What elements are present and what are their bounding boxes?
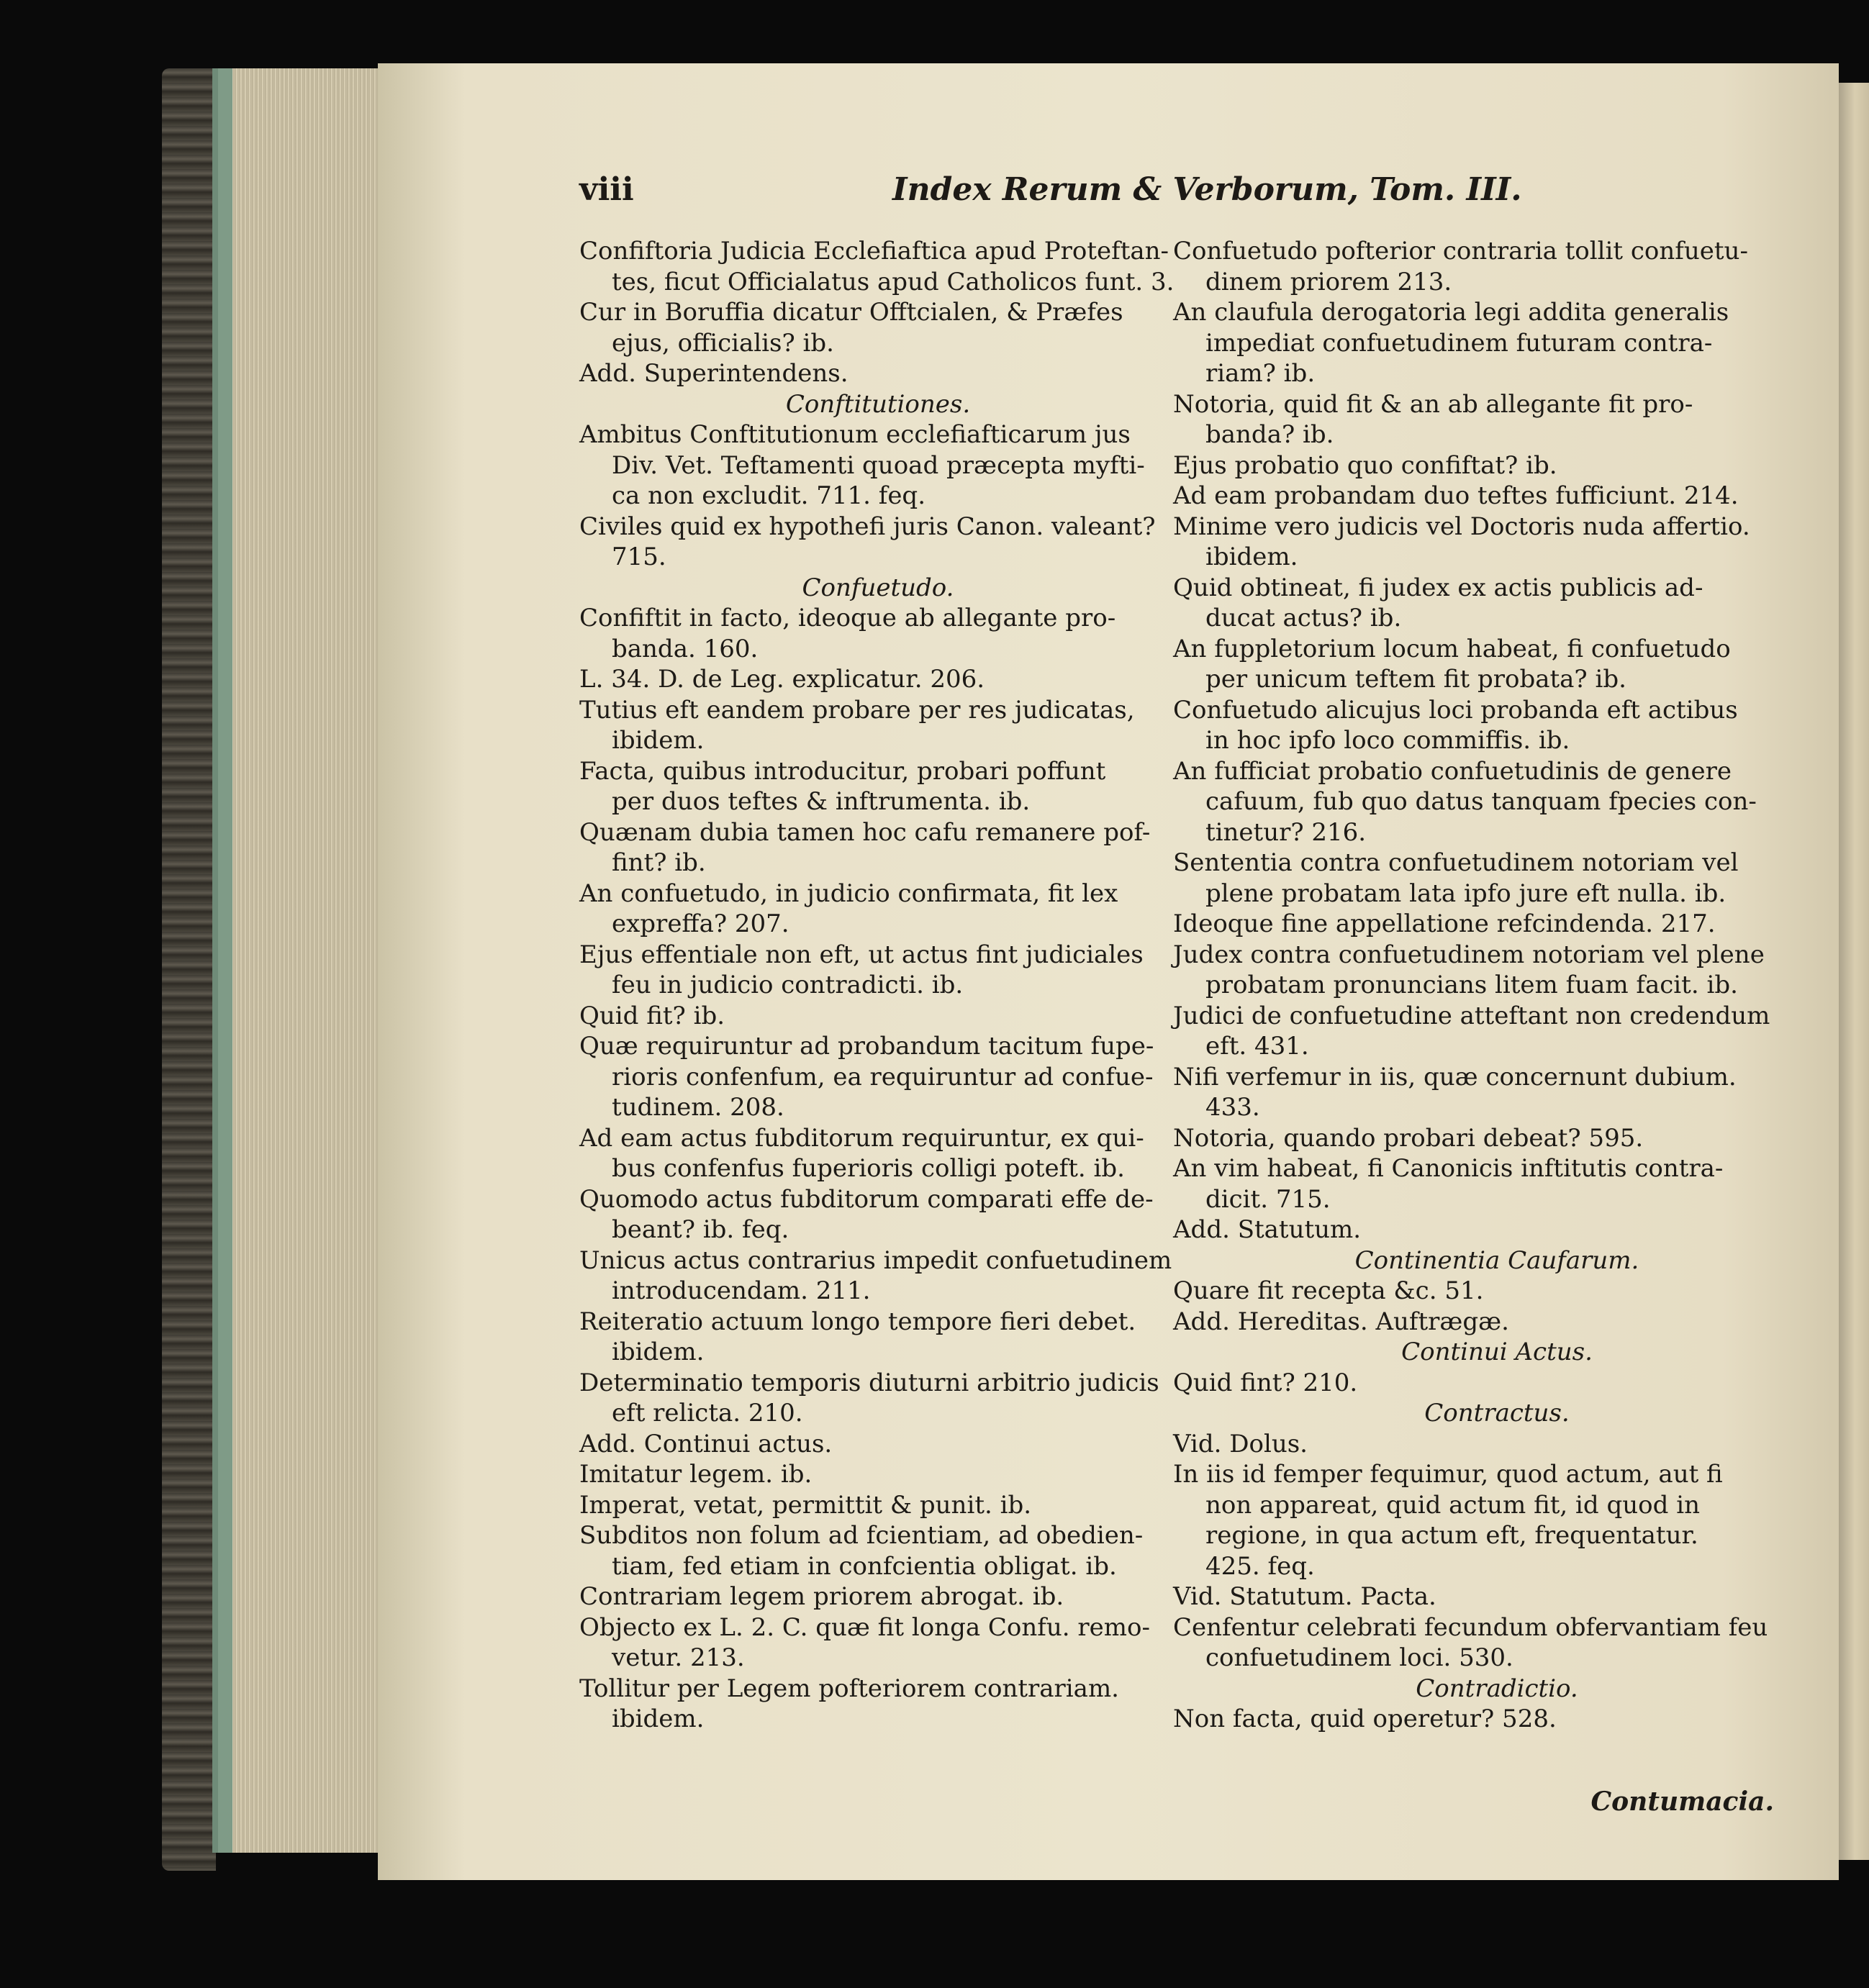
entry-line: Ambitus Conftitutionum ecclefiafticarum jus [579,420,1131,449]
entry-line: regione, in qua actum eft, frequentatur. [1205,1521,1698,1550]
index-entry [1173,909,1821,940]
entry-line: Cur in Boruffia dicatur Offtcialen, & Præfes [579,298,1123,327]
entry-line: Confuetudo alicujus loci probanda eft actibus [1173,695,1738,725]
index-entry [1173,756,1821,848]
entry-line: Vid. Dolus. [1173,1429,1308,1458]
index-entry [1173,1062,1821,1123]
index-entry [579,603,1177,664]
index-entry [579,1245,1177,1307]
entry-line: Confuetudo pofterior contraria tollit confuetu- [1173,237,1748,265]
entry-line: Add. Statutum. [1173,1215,1362,1244]
index-entry [1173,1459,1821,1581]
index-entry [579,1031,1177,1123]
index-heading: Conftitutiones. [785,389,971,419]
index-entry [579,1001,1177,1032]
index-entry [579,1123,1177,1184]
entry-line: Notoria, quando probari debeat? 595. [1173,1123,1644,1153]
entry-line: Notoria, quid fit & an ab allegante fit pro- [1173,389,1693,419]
entry-line: Confiftoria Judicia Ecclefiaftica apud Proteftan- [579,237,1169,265]
entry-line: Reiteratio actuum longo tempore fieri debet. [579,1307,1136,1336]
entry-line: Ad eam actus fubditorum requiruntur, ex qui- [579,1123,1144,1153]
entry-line: ejus, officialis? ib. [612,328,834,358]
entry-line: cafuum, fub quo datus tanquam fpecies con- [1205,787,1757,816]
entry-line: riam? ib. [1205,359,1316,388]
entry-line: In iis id femper fequimur, quod actum, aut fi [1173,1460,1723,1489]
index-entry [1173,848,1821,909]
entry-line: Nifi verfemur in iis, quæ concernunt dubium. [1173,1062,1737,1091]
entry-line: Quænam dubia tamen hoc cafu remanere pof- [579,817,1151,847]
left-column [579,236,1177,1735]
entry-line: Quomodo actus fubditorum comparati effe de- [579,1184,1154,1214]
index-entry [579,1490,1177,1521]
entry-line: An confuetudo, in judicio confirmata, fit lex [579,879,1118,908]
index-entry [579,1674,1177,1735]
entry-line: Ejus effentiale non eft, ut actus fint judiciales [579,940,1144,969]
entry-line: An fufficiat probatio confuetudinis de genere [1173,756,1732,786]
entry-line: Judici de confuetudine atteftant non credendum [1173,1001,1770,1030]
entry-line: Quid obtineat, fi judex ex actis publicis ad- [1173,573,1703,602]
index-heading: Continentia Caufarum. [1354,1245,1639,1275]
entry-line: tes, ficut Officialatus apud Catholicos funt. 3. [612,267,1175,296]
index-entry [1173,1001,1821,1062]
index-entry [579,940,1177,1001]
index-entry [1173,1276,1821,1307]
entry-line: Quid fit? ib. [579,1001,725,1030]
entry-line: Add. Superintendens. [579,359,848,388]
entry-line: in hoc ipfo loco commiffis. ib. [1205,726,1570,755]
book-spine [162,68,216,1871]
index-entry [1173,1368,1821,1399]
entry-line: plene probatam lata ipfo jure eft nulla. ib. [1205,879,1727,908]
index-entry [579,419,1177,512]
entry-line: beant? ib. feq. [612,1215,789,1244]
entry-line: Imperat, vetat, permittit & punit. ib. [579,1490,1032,1520]
index-entry [1173,236,1821,297]
index-entry [579,1307,1177,1368]
entry-line: Confiftit in facto, ideoque ab allegante pro- [579,604,1116,632]
index-entry [1173,573,1821,634]
entry-line: tinetur? 216. [1205,817,1367,847]
index-entry [579,1520,1177,1581]
entry-line: fint? ib. [612,848,706,877]
entry-line: feu in judicio contradicti. ib. [612,971,964,999]
index-entry [1173,940,1821,1001]
entry-line: Quare fit recepta &c. 51. [1173,1276,1484,1305]
index-entry [579,358,1177,389]
entry-line: An vim habeat, fi Canonicis inftitutis contra- [1173,1154,1724,1183]
entry-line: 715. [612,543,666,571]
index-entry [1173,634,1821,695]
index-entry [1173,1307,1821,1338]
entry-line: Add. Hereditas. Auftrægæ. [1173,1307,1509,1336]
entry-line: dicit. 715. [1205,1184,1331,1214]
entry-line: Imitatur legem. ib. [579,1460,813,1489]
entry-line: An claufula derogatoria legi addita generalis [1173,298,1729,327]
entry-line: Determinatio temporis diuturni arbitrio judicis [579,1368,1159,1397]
entry-line: Vid. Statutum. Pacta. [1173,1582,1436,1611]
entry-line: ibidem. [1205,543,1298,571]
entry-line: introducendam. 211. [612,1276,871,1305]
index-entry [579,756,1177,817]
index-heading: Contradictio. [1416,1674,1578,1703]
index-entry [1173,450,1821,481]
index-entry [1173,512,1821,573]
entry-line: Div. Vet. Teftamenti quoad præcepta myfti- [612,450,1145,480]
entry-line: ibidem. [612,1705,705,1733]
index-entry [1173,1429,1821,1460]
index-entry [1173,1215,1821,1245]
entry-line: vetur. 213. [612,1643,745,1672]
entry-line: 433. [1205,1093,1260,1122]
entry-line: An fuppletorium locum habeat, fi confuetudo [1173,634,1731,663]
entry-line: Subditos non folum ad fcientiam, ad obedien- [579,1521,1144,1550]
catchword: Contumacia. [1590,1787,1774,1817]
entry-line: 425. feq. [1205,1551,1315,1581]
entry-line: expreffa? 207. [612,909,789,938]
entry-line: ibidem. [612,726,705,755]
index-entry [1173,1153,1821,1215]
entry-line: Quæ requiruntur ad probandum tacitum fupe- [579,1032,1154,1061]
entry-line: ca non excludit. 711. feq. [612,481,926,510]
index-heading: Contractus. [1424,1399,1570,1428]
entry-line: dinem priorem 213. [1205,267,1452,296]
index-entry [579,1612,1177,1674]
entry-line: per duos teftes & inftrumenta. ib. [612,787,1031,816]
entry-line: Minime vero judicis vel Doctoris nuda affertio. [1173,512,1750,541]
entry-line: non appareat, quid actum fit, id quod in [1205,1490,1700,1520]
index-entry [579,236,1177,297]
index-heading: Continui Actus. [1401,1338,1593,1366]
index-entry [579,512,1177,573]
index-entry [1173,695,1821,756]
entry-line: banda? ib. [1205,420,1334,449]
index-entry [579,1184,1177,1245]
entry-line: banda. 160. [612,634,759,663]
index-entry [579,879,1177,940]
index-entry [579,1581,1177,1612]
entry-line: confuetudinem loci. 530. [1205,1643,1513,1672]
entry-line: Tollitur per Legem pofteriorem contrariam. [579,1674,1119,1703]
index-entry [579,1368,1177,1429]
index-entry [579,664,1177,695]
entry-line: Sententia contra confuetudinem notoriam vel [1173,848,1739,877]
entry-line: tiam, fed etiam in confcientia obligat. ib. [612,1551,1117,1581]
index-entry [1173,389,1821,450]
index-entry [1173,1704,1821,1735]
entry-line: Quid fint? 210. [1173,1368,1358,1397]
entry-line: L. 34. D. de Leg. explicatur. 206. [579,665,985,694]
facing-page-edge [1834,83,1869,1860]
entry-line: Facta, quibus introducitur, probari poffunt [579,756,1106,786]
index-entry [579,297,1177,358]
page-header [378,171,1839,222]
entry-line: Non facta, quid operetur? 528. [1173,1705,1557,1733]
right-column [1173,236,1821,1735]
folio-number: viii [579,171,634,208]
entry-line: Add. Continui actus. [579,1429,833,1458]
entry-line: Ejus probatio quo confiftat? ib. [1173,450,1557,480]
entry-line: Ideoque fine appellatione refcindenda. 217. [1173,909,1716,938]
entry-line: Cenfentur celebrati fecundum obfervantiam feu [1173,1612,1768,1642]
entry-line: Tutius eft eandem probare per res judicatas, [579,695,1135,725]
entry-line: rioris confenfum, ea requiruntur ad confue- [612,1062,1154,1091]
entry-line: eft relicta. 210. [612,1399,803,1428]
entry-line: ibidem. [612,1338,705,1366]
entry-line: probatam pronuncians litem fuam facit. ib. [1205,971,1738,999]
entry-line: Contrariam legem priorem abrogat. ib. [579,1582,1064,1611]
entry-line: eft. 431. [1205,1032,1309,1061]
index-heading: Confuetudo. [802,573,954,602]
entry-line: Unicus actus contrarius impedit confuetudinem [579,1245,1172,1275]
entry-line: Judex contra confuetudinem notoriam vel plene [1173,940,1765,969]
index-entry [579,1429,1177,1460]
index-entry [579,1459,1177,1490]
index-entry [1173,1581,1821,1612]
running-head: Index Rerum & Verborum, Tom. III. [892,171,1522,208]
entry-line: tudinem. 208. [612,1093,784,1122]
entry-line: Ad eam probandam duo teftes fufficiunt. 214. [1173,481,1739,510]
index-entry [579,817,1177,879]
page-edges [212,68,378,1853]
entry-line: bus confenfus fuperioris colligi poteft. ib. [612,1154,1125,1183]
index-entry [579,695,1177,756]
entry-line: impediat confuetudinem futuram contra- [1205,328,1713,358]
entry-line: ducat actus? ib. [1205,604,1402,632]
entry-line: Civiles quid ex hypothefi juris Canon. valeant? [579,512,1156,541]
index-entry [1173,1612,1821,1674]
index-entry [1173,1123,1821,1154]
book-page [378,63,1839,1880]
index-entry [1173,297,1821,389]
entry-line: Objecto ex L. 2. C. quæ fit longa Confu. remo- [579,1612,1150,1642]
entry-line: per unicum teftem fit probata? ib. [1205,665,1626,694]
index-entry [1173,481,1821,512]
